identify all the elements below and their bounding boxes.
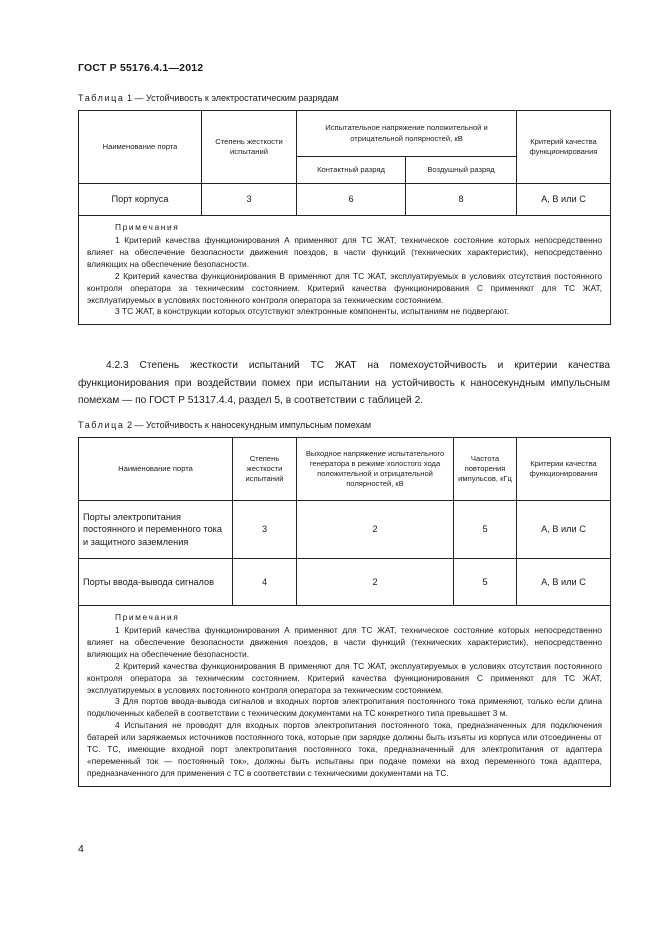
table1-cell-severity: 3	[202, 184, 297, 216]
table1-header-air: Воздушный разряд	[406, 157, 517, 184]
table2-cell-port: Порты ввода-вывода сигналов	[79, 559, 233, 606]
table1-notes	[79, 216, 611, 325]
table1	[78, 110, 611, 325]
table2-notes	[79, 606, 611, 787]
table1-header-criterion: Критерий качества функционирования	[517, 111, 611, 184]
table1-notes-title: Примечания	[115, 222, 180, 232]
table2-cell-frequency: 5	[454, 559, 517, 606]
table1-cell-air: 8	[406, 184, 517, 216]
table2-cell-severity: 3	[233, 501, 297, 559]
table-row	[79, 559, 611, 606]
table2-header-voltage: Выходное напряжение испытательного генератора в режиме холостого хода положительной и отрицательной полярностей, кВ	[297, 438, 454, 501]
table1-note-3: 3 ТС ЖАТ, в конструкции которых отсутствуют электронные компоненты, испытаниям не подвергают.	[115, 306, 509, 317]
table2-note-4: 4 Испытания не проводят для входных портов электропитания постоянного тока, предназначенных для подключения батарей или заряжаемых источников постоянного тока, которые при зарядке должны быть изъяты из корпуса или отсоединены от ТС. ТС, имеющие входной порт электропитания постоянного тока, предназначенный для электропитания от адаптера «переменный ток — постоянный ток», должны быть испытаны при подаче помехи на вход переменного тока адаптера, предназначенного для применения с ТС в соответствии с техническими документами на ТС.	[87, 720, 602, 778]
table1-header-voltage: Испытательное напряжение положительной и отрицательной полярностей, кВ	[297, 111, 517, 157]
table1-cell-port: Порт корпуса	[79, 184, 202, 216]
table1-caption-title: 1 — Устойчивость к электростатическим разрядам	[124, 93, 339, 103]
table2-cell-voltage: 2	[297, 559, 454, 606]
table2-cell-criterion: А, В или С	[517, 559, 611, 606]
table2-caption-title: 2 — Устойчивость к наносекундным импульсным помехам	[124, 420, 372, 430]
table1-caption	[78, 93, 339, 103]
table2-note-3: 3 Для портов ввода-вывода сигналов и входных портов электропитания постоянного тока применяют, только если длина подключенных кабелей в соответствии с техническим документами на ТС конкретного типа превышает 3 м.	[87, 696, 602, 719]
table-row	[79, 184, 611, 216]
table2-caption-word: Таблица	[78, 420, 125, 430]
table2-cell-severity: 4	[233, 559, 297, 606]
table1-note-2: 2 Критерий качества функционирования В применяют для ТС ЖАТ, эксплуатируемых в условиях отсутствия постоянного контроля оператора за техническим состоянием. Критерий качества функционирования С применяют для ТС ЖАТ, эксплуатируемых в условиях постоянного контроля оператора за техническим состоянием.	[87, 270, 602, 305]
table1-caption-word: Таблица	[78, 93, 125, 103]
table2-cell-frequency: 5	[454, 501, 517, 559]
table-row	[79, 501, 611, 559]
table2-header-frequency: Частота повторения импульсов, кГц	[454, 438, 517, 501]
table2-note-2: 2 Критерий качества функционирования В применяют для ТС ЖАТ, эксплуатируемых в условиях отсутствия постоянного контроля оператора за техническим состоянием. Критерий качества функционирования С применяют для ТС ЖАТ, эксплуатируемых в условиях постоянного контроля оператора за техническим состоянием.	[87, 660, 602, 695]
table2-cell-criterion: А, В или С	[517, 501, 611, 559]
table1-cell-criterion: А, В или С	[517, 184, 611, 216]
table2-cell-port: Порты электропитания постоянного и переменного тока и защитного заземления	[79, 501, 233, 559]
table1-note-1: 1 Критерий качества функционирования А применяют для ТС ЖАТ, техническое состояние которых непосредственно влияет на обеспечение безопасности движения поездов, в части функций (технических характеристик), непосредственно влияющих на обеспечение безопасности.	[87, 234, 602, 269]
document-number: ГОСТ Р 55176.4.1—2012	[78, 62, 204, 74]
table2	[78, 437, 611, 787]
table2-cell-voltage: 2	[297, 501, 454, 559]
table2-note-1: 1 Критерий качества функционирования А применяют для ТС ЖАТ, техническое состояние которых непосредственно влияет на обеспечение безопасности движения поездов, в части функций (технических характеристик), непосредственно влияющих на обеспечение безопасности.	[87, 624, 602, 659]
table1-cell-contact: 6	[297, 184, 406, 216]
table1-header-contact: Контактный разряд	[297, 157, 406, 184]
table2-header-port: Наименование порта	[79, 438, 233, 501]
page-number: 4	[78, 843, 84, 855]
table2-header-severity: Степень жесткости испытаний	[233, 438, 297, 501]
table2-caption	[78, 420, 371, 430]
table1-header-severity: Степень жесткости испытаний	[202, 111, 297, 184]
table2-header-criterion: Критерии качества функционирования	[517, 438, 611, 501]
table1-header-port: Наименование порта	[79, 111, 202, 184]
table2-notes-title: Примечания	[115, 612, 180, 622]
paragraph-4-2-3: 4.2.3 Степень жесткости испытаний ТС ЖАТ на помехоустойчивость и критерии качества функционирования при воздействии помех при испытании на устойчивость к наносекундным импульсным помехам — по ГОСТ Р 51317.4.4, раздел 5, в соответствии с таблицей 2.	[78, 360, 610, 407]
